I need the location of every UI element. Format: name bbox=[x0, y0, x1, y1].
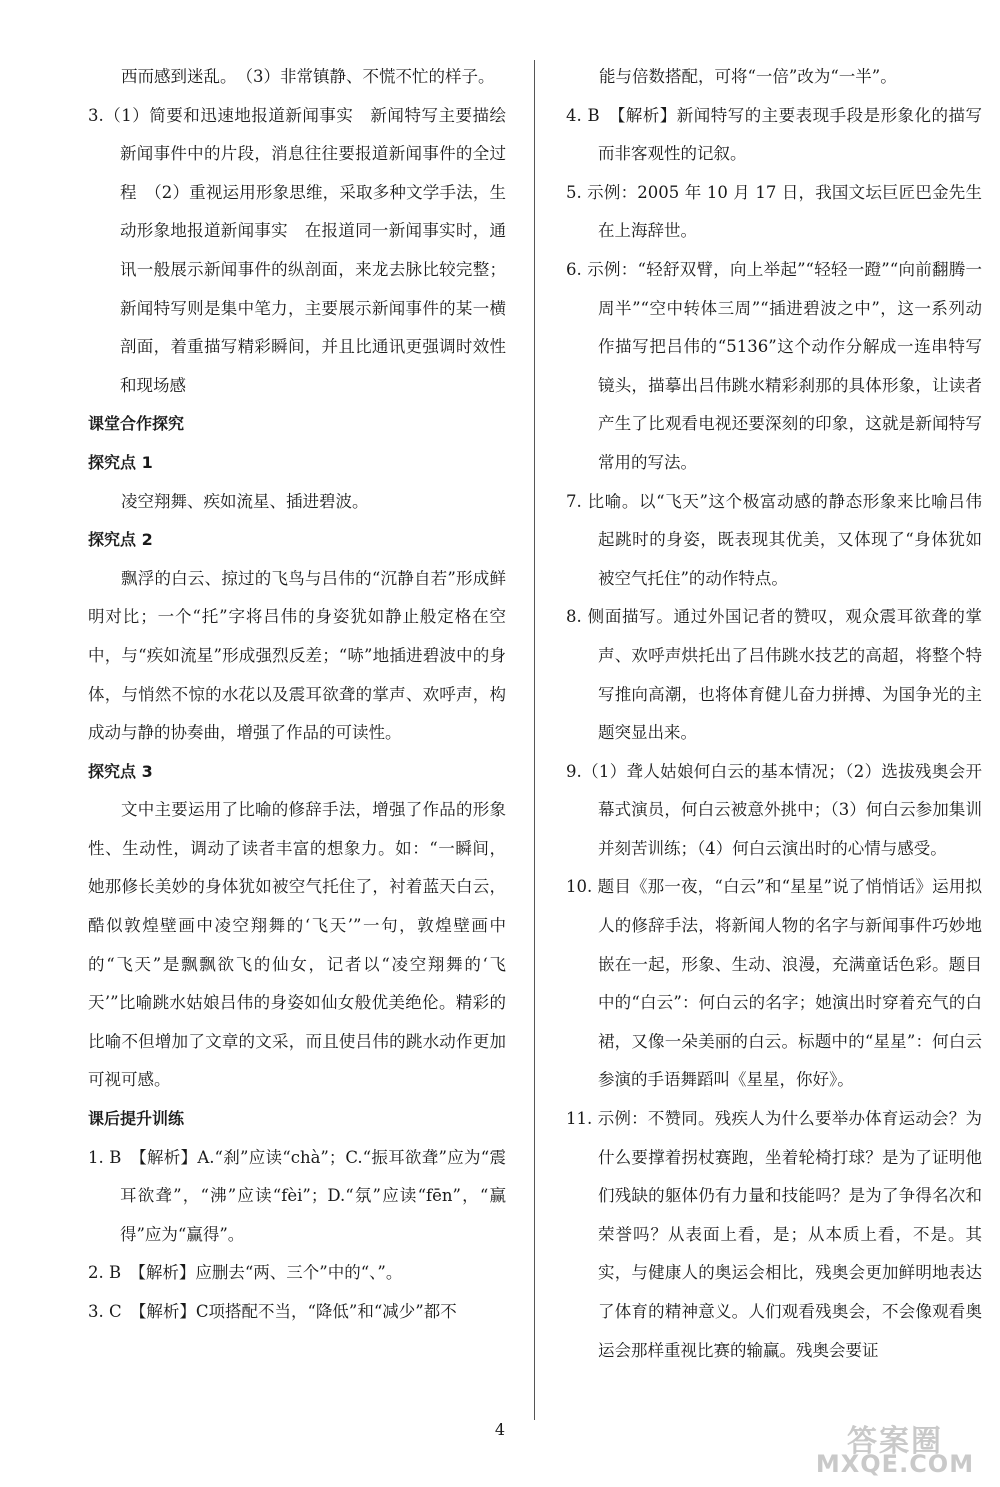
answer-paragraph: 飘浮的白云、掠过的飞鸟与吕伟的“沉静自若”形成鲜明对比；一个“托”字将吕伟的身姿犹如静止般定格在空中，与“疾如流星”形成强烈反差；“哧”地插进碧波中的身体，与悄然不惊的水花以及震耳欲聋的掌声、欢呼声，构成动与静的协奏曲，增强了作品的可读性。 bbox=[88, 568, 506, 743]
answer-paragraph: 文中主要运用了比喻的修辞手法，增强了作品的形象性、生动性，调动了读者丰富的想象力。如：“一瞬间，她那修长美妙的身体犹如被空气托住了，衬着蓝天白云，酷似敦煌壁画中凌空翔舞的‘飞天’”一句，敦煌壁画中的“飞天”是飘飘欲飞的仙女，记者以“凌空翔舞的‘飞天’”比喻跳水姑娘吕伟的身姿如仙女般优美绝伦。精彩的比喻不但增加了文章的文采，而且使吕伟的跳水动作更加可视可感。 bbox=[88, 800, 506, 1090]
answer-paragraph: 7. 比喻。以“飞天”这个极富动感的静态形象来比喻吕伟起跳时的身姿，既表现其优美，又体现了“身体犹如被空气托住”的动作特点。 bbox=[566, 491, 982, 588]
answer-paragraph: 10. 题目《那一夜，“白云”和“星星”说了悄悄话》运用拟人的修辞手法，将新闻人物的名字与新闻事件巧妙地嵌在一起，形象、生动、浪漫，充满童话色彩。题目中的“白云”：何白云的名字；她演出时穿着充气的白裙，又像一朵美丽的白云。标题中的“星星”：何白云参演的手语舞蹈叫《星星，你好》。 bbox=[566, 877, 982, 1090]
answer-paragraph: 9.（1）聋人姑娘何白云的基本情况；（2）选拔残奥会开幕式演员，何白云被意外挑中；（3）何白云参加集训并刻苦训练；（4）何白云演出时的心情与感受。 bbox=[566, 761, 982, 858]
section-heading: 课后提升训练 bbox=[88, 1109, 185, 1129]
right-column bbox=[566, 58, 982, 1370]
answer-paragraph: 凌空翔舞、疾如流星、插进碧波。 bbox=[121, 491, 369, 511]
answer-paragraph: 6. 示例：“轻舒双臂，向上举起”“轻轻一蹬”“向前翻腾一周半”“空中转体三周”“插进碧波之中”，这一系列动作描写把吕伟的“5136”这个动作分解成一连串特写镜头，描摹出吕伟跳水精彩刹那的具体形象，让读者产生了比观看电视还要深刻的印象，这就是新闻特写常用的写法。 bbox=[566, 259, 982, 472]
section-heading: 探究点 1 bbox=[88, 452, 153, 472]
answer-paragraph: 3. C 【解析】C项搭配不当，“降低”和“减少”都不 bbox=[88, 1302, 457, 1321]
answer-paragraph: 1. B 【解析】A.“刹”应读“chà”；C.“振耳欲聋”应为“震耳欲聋”，“沸”应读“fèi”；D.“氛”应读“fēn”，“赢得”应为“赢得”。 bbox=[88, 1147, 506, 1244]
left-column bbox=[88, 58, 506, 1332]
answer-paragraph: 西而感到迷乱。 （3）非常镇静、不慌不忙的样子。 bbox=[121, 67, 495, 86]
answer-paragraph: 4. B 【解析】新闻特写的主要表现手段是形象化的描写而非客观性的记叙。 bbox=[566, 105, 982, 164]
column-divider bbox=[534, 60, 535, 1420]
answer-paragraph: 11. 示例：不赞同。残疾人为什么要举办体育运动会？为什么要撑着拐杖赛跑，坐着轮椅打球？是为了证明他们残缺的躯体仍有力量和技能吗？是为了争得名次和荣誉吗？从表面上看，是；从本质上看，不是。其实，与健康人的奥运会相比，残奥会更加鲜明地表达了体育的精神意义。人们观看残奥会，不会像观看奥运会那样重视比赛的输赢。残奥会要证 bbox=[566, 1109, 982, 1360]
answer-paragraph: 能与倍数搭配，可将“一倍”改为“一半”。 bbox=[599, 67, 897, 86]
watermark-text-top: 答案圈 bbox=[847, 1424, 943, 1459]
watermark-logo bbox=[810, 1416, 980, 1482]
answer-paragraph: 5. 示例：2005 年 10 月 17 日，我国文坛巨匠巴金先生在上海辞世。 bbox=[566, 182, 982, 241]
answer-paragraph: 8. 侧面描写。通过外国记者的赞叹，观众震耳欲聋的掌声、欢呼声烘托出了吕伟跳水技艺的高超，将整个特写推向高潮，也将体育健儿奋力拼搏、为国争光的主题突显出来。 bbox=[566, 607, 982, 743]
section-heading: 课堂合作探究 bbox=[88, 414, 185, 434]
answer-paragraph: 3.（1）简要和迅速地报道新闻事实 新闻特写主要描绘新闻事件中的片段，消息往往要报道新闻事件的全过程 （2）重视运用形象思维，采取多种文学手法，生动形象地报道新闻事实 在报道同一新闻事实时，通讯一般展示新闻事件的纵剖面，来龙去脉比较完整；新闻特写则是集中笔力，主要展示新闻事件的某一横剖面，着重描写精彩瞬间，并且比通讯更强调时效性和现场感 bbox=[88, 105, 506, 395]
watermark-text-bottom: MXQE.COM bbox=[815, 1450, 975, 1478]
answer-paragraph: 2. B 【解析】应删去“两、三个”中的“、”。 bbox=[88, 1263, 403, 1283]
section-heading: 探究点 2 bbox=[88, 530, 153, 550]
page-number: 4 bbox=[494, 1420, 506, 1439]
section-heading: 探究点 3 bbox=[88, 761, 153, 781]
